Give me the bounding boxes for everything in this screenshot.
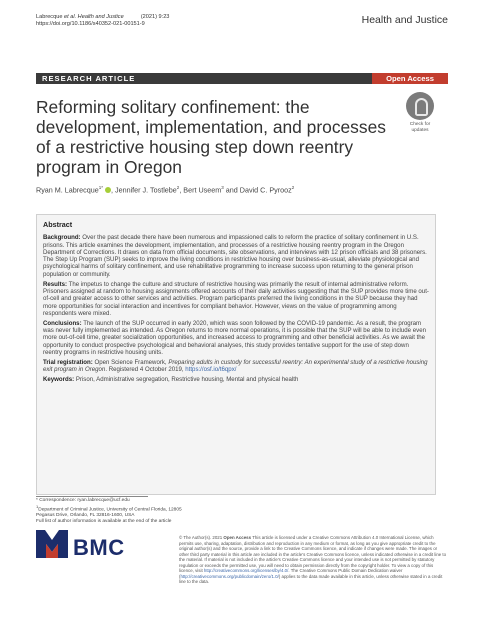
article-title: Reforming solitary confinement: the development, implementation, and processes of a restrictive housing step down reentry program in Oregon (36, 97, 386, 177)
section-text: The impetus to change the culture and structure of restrictive housing was primarily the result of internal administrative reform. Prisoners assigned at random to housing assignments offered accounts of their daily activities suggesting that the SUP provides more time out-of-cell and greater access to other services and activities. Program participants preferred the living conditions in the SUP because they had more opportunities for social interaction and incentives for compliant behavior. However, views on the value of programming among respondents were mixed. (43, 280, 429, 317)
footnote-divider (36, 496, 148, 497)
author-list (36, 185, 294, 194)
publisher-name: BMC (73, 535, 125, 560)
license-body: ) applies to the data made available in this article, unless otherwise stated in a credit line to the data. (179, 573, 443, 584)
trial-title: Preparing adults in custody for successful reentry: An experimental study of a restrictive housing exit program in Oregon (43, 358, 428, 374)
license-body: . The Creative Commons Public Domain Dedication waiver ( (179, 568, 403, 579)
section-text: Over the past decade there have been numerous and impassioned calls to reform the practice of solitary confinement in U.S. prisons. This article examines the development, implementation, and processes of a restrictive housing reentry program in the Oregon Department of Corrections. It draws on data from official documents, site observations, and interviews with 12 prison officials and 38 prisoners. The Step Up Program (SUP) seeks to improve the living conditions in restrictive housing over business-as-usual, alleviate physiological and psychological harms of solitary confinement, and use rehabilitative programming to increase success upon returning to the general prison population or community. (43, 234, 427, 278)
section-text: . Registered 4 October 2019, (105, 366, 186, 374)
author-name: and David C. Pyrooz (223, 185, 292, 195)
article-type-banner (36, 73, 448, 84)
open-access-badge: Open Access (372, 73, 448, 84)
author-affiliation-mark: 1* (98, 185, 103, 190)
affiliation-text: Department of Criminal Justice, University of Central Florida, 12805 Pegasus Drive, Orlando, FL 32816-1600, USA (36, 507, 182, 519)
doi-link[interactable]: https://doi.org/10.1186/s40352-021-00151-9 (36, 21, 145, 27)
section-text: Prison, Administrative segregation, Restrictive housing, Mental and physical health (74, 376, 299, 384)
research-article-label: RESEARCH ARTICLE (42, 74, 136, 83)
license-open-access-label: Open Access (223, 535, 252, 540)
abstract-box (36, 214, 436, 495)
correspondence-label: * Correspondence: (36, 498, 78, 503)
trial-link[interactable]: https://osf.io/t6qpx/ (185, 366, 237, 374)
section-label: Background: (43, 234, 81, 242)
section-text: Open Science Framework, (92, 358, 169, 366)
author-affiliation-mark: 2 (291, 185, 295, 190)
section-label: Conclusions: (43, 319, 82, 327)
bmc-logo-icon (36, 530, 68, 558)
citation-authors: Labrecque (36, 14, 64, 20)
author-name: Ryan M. Labrecque (36, 185, 99, 195)
section-label: Trial registration: (43, 358, 93, 366)
check-for-updates-button[interactable] (403, 92, 437, 133)
abstract-keywords (43, 376, 429, 383)
cc0-link[interactable]: http://creativecommons.org/publicdomain/zero/1.0/ (180, 573, 279, 579)
license-body: This article is licensed under a Creative Commons Attribution 4.0 International License, which permits use, sharing, adaptation, distribution and reproduction in any medium or format, as long as you give appropriate credit to the original author(s) and the source, provide a link to the Creative Commons licence, and indicate if changes were made. The images or other third party material in this article are included in the article's Creative Commons licence, unless indicated otherwise in a credit line to the material. If material is not included in the article's Creative Commons licence and your intended use is not permitted by statutory regulation or exceeds the permitted use, you will need to obtain permission directly from the copyright holder. To view a copy of this licence, visit (179, 535, 447, 573)
correspondence-email[interactable]: ryan.labrecque@ucf.edu (77, 498, 130, 503)
author-name: , Bert Useem (179, 185, 222, 195)
license-copyright: © The Author(s). 2021 (179, 535, 224, 540)
abstract-trial-registration (43, 359, 429, 374)
author-name: , Jennifer J. Tostlebe (111, 185, 177, 195)
citation-header (36, 14, 169, 28)
section-label: Keywords: (43, 376, 75, 384)
full-author-info-note: Full list of author information is available at the end of the article (36, 519, 172, 525)
license-text (179, 535, 447, 585)
journal-name: Health and Justice (361, 14, 448, 26)
author-affiliation-mark: 2 (176, 185, 180, 190)
check-for-updates-label: Check for updates (409, 122, 431, 133)
section-text: The launch of the SUP occurred in early 2020, which was soon followed by the COVID-19 pandemic. As a result, the program was never fully implemented as intended. As Oregon returns to more normal operations, it is possible that the SUP will be able to include even more out-of-cell time, greater socialization opportunities, and increased access to programming and other beneficial activities. As we await the opportunity to conduct prospective psychological and behavioral analyses, this study provides tentative support for the use of step down reentry programs in restrictive housing units. (43, 319, 426, 356)
abstract-conclusions (43, 320, 429, 356)
affiliation-mark: 1 (36, 503, 39, 509)
author-affiliation-mark: 3 (221, 185, 224, 190)
abstract-background (43, 234, 429, 278)
cc-by-link[interactable]: http://creativecommons.org/licenses/by/4.0/ (203, 568, 289, 573)
section-label: Results: (43, 280, 68, 288)
bookmark-icon (406, 92, 434, 120)
abstract-heading: Abstract (43, 220, 73, 229)
footnotes (36, 498, 186, 525)
abstract-results (43, 281, 429, 317)
citation-year: (2021) 9:23 (140, 14, 170, 20)
citation-journal: et al. Health and Justice (64, 14, 124, 20)
